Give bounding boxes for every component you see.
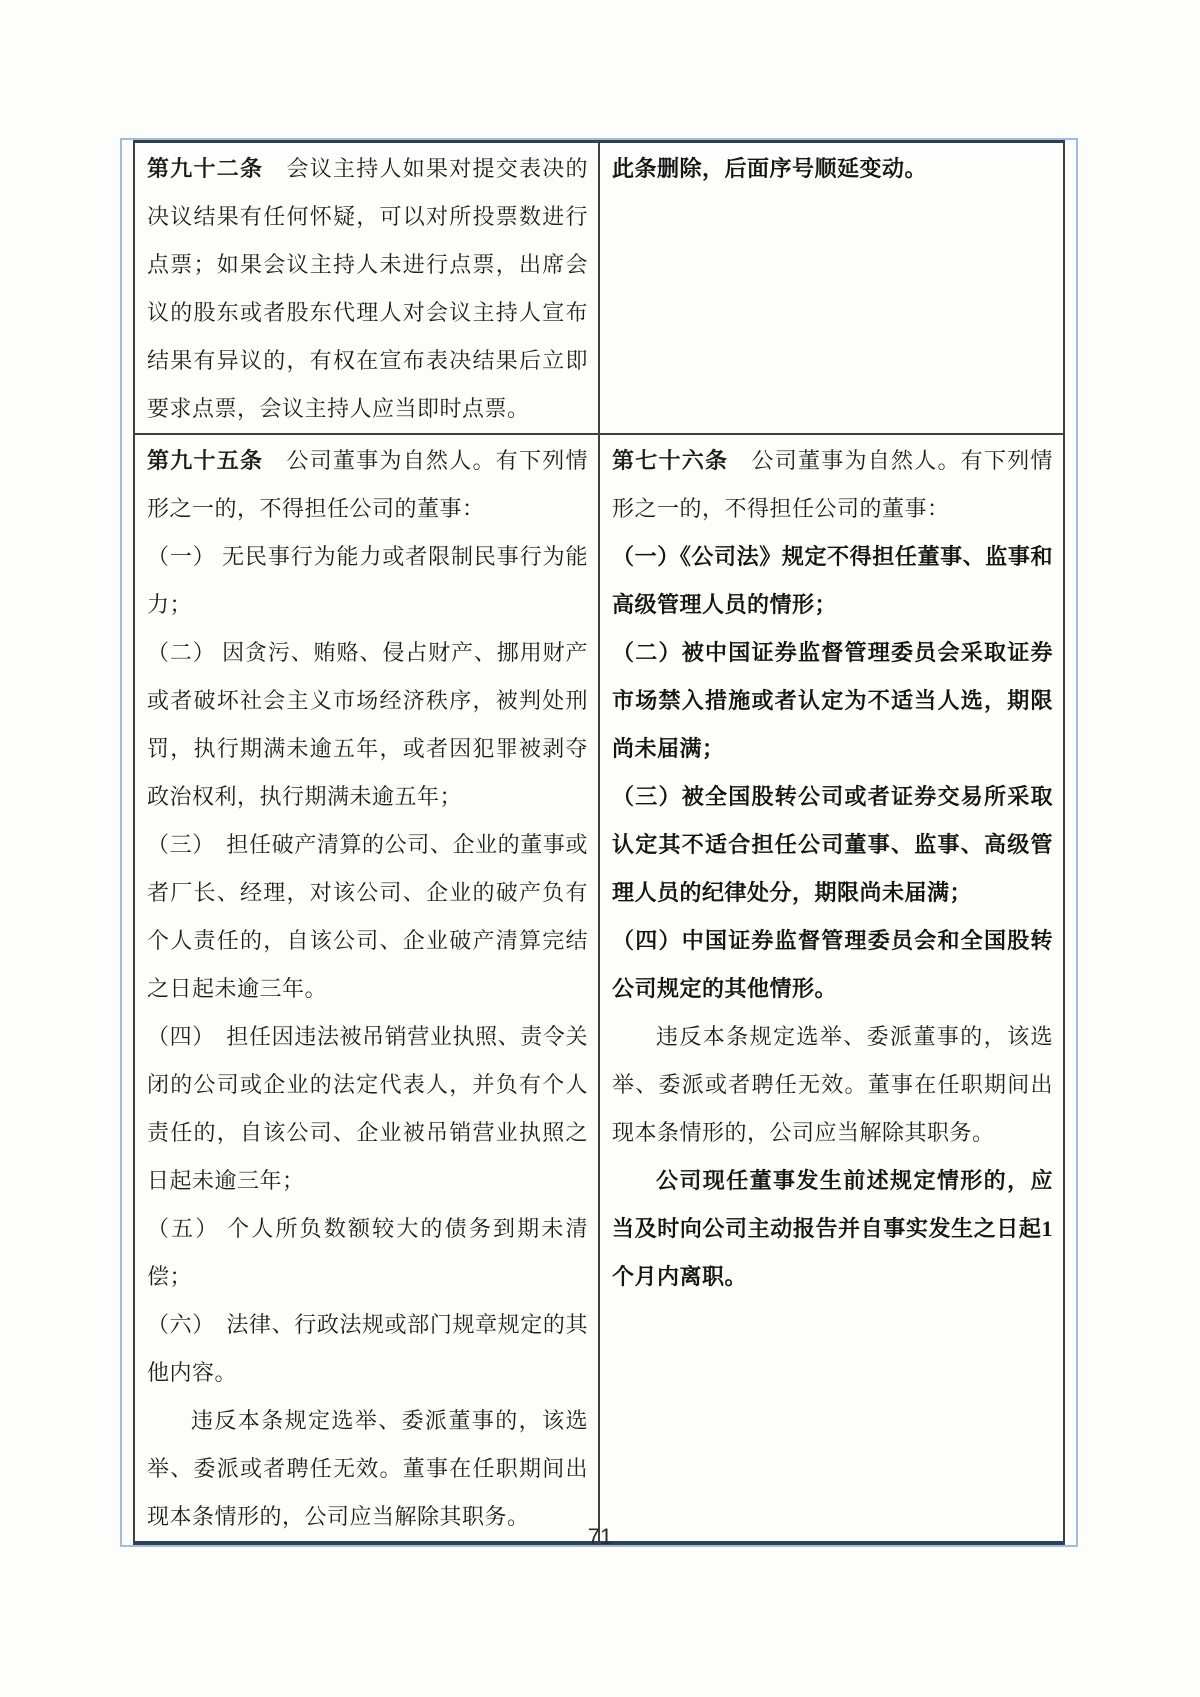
- old-item-2: （二） 因贪污、贿赂、侵占财产、挪用财产或者破坏社会主义市场经济秩序，被判处刑罚，执行期满未逾五年，或者因犯罪被剥夺政治权利，执行期满未逾五年；: [147, 640, 588, 809]
- old-text-cell-95: [134, 434, 599, 1543]
- new-article-76-paragraph: [612, 437, 1053, 533]
- old-article-95-number: 第九十五条: [147, 448, 264, 473]
- amendment-table: [133, 140, 1065, 1545]
- new-closing-paragraph-2: 公司现任董事发生前述规定情形的，应当及时向公司主动报告并自事实发生之日起1个月内离职。: [612, 1168, 1053, 1289]
- old-item-5: （五） 个人所负数额较大的债务到期未清偿；: [147, 1216, 588, 1289]
- old-item-4: （四） 担任因违法被吊销营业执照、责令关闭的公司或企业的法定代表人，并负有个人责任的，自该公司、企业被吊销营业执照之日起未逾三年；: [147, 1024, 588, 1193]
- table-row-article-92: [134, 142, 1064, 435]
- new-text-cell-92: [599, 142, 1064, 435]
- comparison-table: [120, 138, 1078, 1547]
- old-article-92-body: 会议主持人如果对提交表决的决议结果有任何怀疑，可以对所投票数进行点票；如果会议主持人未进行点票，出席会议的股东或者股东代理人对会议主持人宣布结果有异议的，有权在宣布表决结果后立即要求点票，会议主持人应当即时点票。: [147, 156, 588, 421]
- new-article-76-number: 第七十六条: [612, 448, 729, 473]
- table-row-article-95: [134, 434, 1064, 1543]
- old-article-95-body: 公司董事为自然人。有下列情形之一的，不得担任公司的董事：: [147, 448, 588, 521]
- new-article-76-body: 公司董事为自然人。有下列情形之一的，不得担任公司的董事：: [612, 448, 1053, 521]
- new-item-1: （一）《公司法》规定不得担任董事、监事和高级管理人员的情形；: [612, 544, 1053, 617]
- old-item-3: （三） 担任破产清算的公司、企业的董事或者厂长、经理，对该公司、企业的破产负有个人责任的，自该公司、企业破产清算完结之日起未逾三年。: [147, 832, 588, 1001]
- page-number: 71: [587, 1524, 613, 1549]
- deletion-note: 此条删除，后面序号顺延变动。: [612, 156, 928, 181]
- old-article-92-paragraph: [147, 145, 588, 433]
- new-text-cell-76: [599, 434, 1064, 1543]
- new-closing-paragraph-1: 违反本条规定选举、委派董事的，该选举、委派或者聘任无效。董事在任职期间出现本条情形的，公司应当解除其职务。: [612, 1024, 1053, 1145]
- old-text-cell-92: [134, 142, 599, 435]
- old-item-1: （一） 无民事行为能力或者限制民事行为能力；: [147, 544, 588, 617]
- old-article-92-number: 第九十二条: [147, 156, 264, 181]
- old-closing-paragraph: 违反本条规定选举、委派董事的，该选举、委派或者聘任无效。董事在任职期间出现本条情形的，公司应当解除其职务。: [147, 1408, 588, 1529]
- old-article-95-paragraph: [147, 437, 588, 533]
- new-item-4: （四）中国证券监督管理委员会和全国股转公司规定的其他情形。: [612, 928, 1053, 1001]
- new-item-2: （二）被中国证券监督管理委员会采取证券市场禁入措施或者认定为不适当人选，期限尚未届满；: [612, 640, 1053, 761]
- new-item-3: （三）被全国股转公司或者证券交易所采取认定其不适合担任公司董事、监事、高级管理人员的纪律处分，期限尚未届满；: [612, 784, 1053, 905]
- old-item-6: （六） 法律、行政法规或部门规章规定的其他内容。: [147, 1312, 588, 1385]
